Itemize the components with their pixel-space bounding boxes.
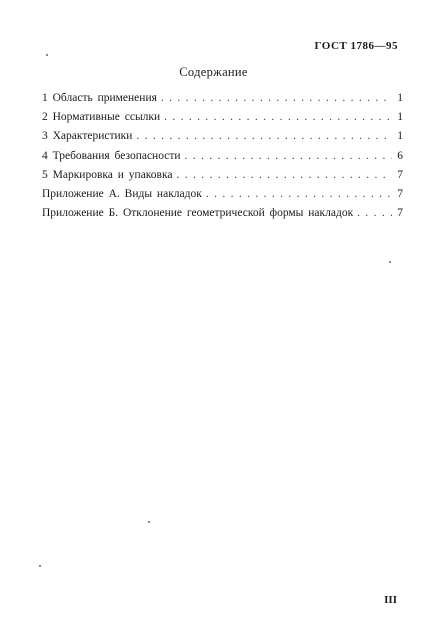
toc-entry-page: 1 [397, 130, 403, 143]
page-number: III [384, 594, 397, 606]
document-code: ГОСТ 1786—95 [314, 40, 398, 52]
toc-entry-references[interactable] [42, 111, 403, 130]
toc-title: Содержание [179, 65, 248, 79]
toc-entry-page: 7 [397, 168, 403, 181]
toc-entry-page: 7 [397, 187, 403, 200]
toc-entry-label: Приложение Б. Отклонение геометрической формы накладок [42, 207, 354, 220]
toc-entry-safety[interactable] [42, 150, 403, 169]
scan-speck [389, 261, 391, 263]
toc-entry-label: 4 Требования безопасности [42, 149, 181, 162]
dot-leader [136, 130, 392, 142]
dot-leader [177, 169, 392, 181]
toc-entry-label: 5 Маркировка и упаковка [42, 168, 173, 181]
toc-entry-page: 6 [397, 149, 403, 162]
toc-entry-label: Приложение А. Виды накладок [42, 187, 202, 200]
toc-entry-characteristics[interactable] [42, 130, 403, 149]
dot-leader [161, 92, 392, 104]
dot-leader [185, 150, 392, 162]
toc-entry-appendix-b[interactable] [42, 207, 403, 226]
dot-leader [206, 188, 392, 200]
toc-entry-page: 7 [397, 207, 403, 220]
toc-entry-page: 1 [397, 111, 403, 124]
table-of-contents [42, 92, 403, 226]
toc-entry-label: 1 Область применения [42, 92, 157, 104]
scan-speck [39, 565, 41, 567]
toc-entry-page: 1 [397, 92, 403, 104]
toc-entry-scope[interactable] [42, 92, 403, 111]
dot-leader [164, 111, 392, 123]
toc-entry-label: 2 Нормативные ссылки [42, 111, 161, 124]
toc-entry-appendix-a[interactable] [42, 188, 403, 207]
toc-entry-label: 3 Характеристики [42, 130, 133, 143]
scan-speck [46, 54, 48, 56]
toc-entry-marking[interactable] [42, 169, 403, 188]
dot-leader [357, 207, 392, 219]
scan-speck [148, 521, 150, 523]
